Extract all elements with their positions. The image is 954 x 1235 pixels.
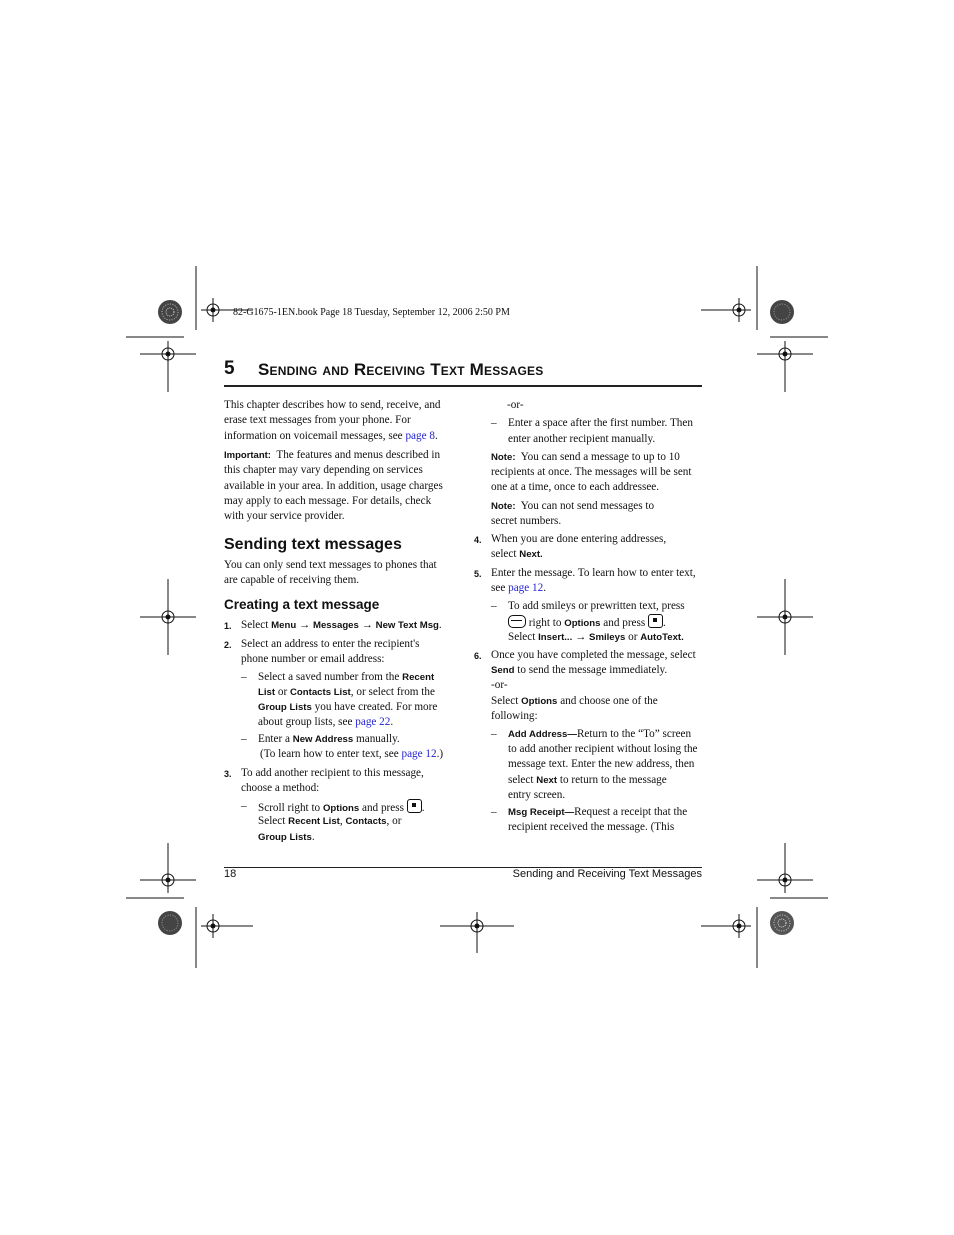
page-12-link[interactable]: page 12	[508, 582, 544, 594]
contacts-list-ref: Contacts List	[289, 687, 351, 698]
group-lists-ref: Group Lists	[258, 702, 312, 713]
step-2-line-2: phone number or email address:	[241, 653, 385, 665]
running-title: Sending and Receiving Text Messages	[512, 868, 702, 880]
arrow: →	[361, 619, 373, 631]
page-12-link[interactable]: page 12	[401, 748, 437, 760]
important-line-4: may apply to each message. For details, check	[224, 495, 432, 507]
note-1-text: You can send a message to up to 10	[520, 451, 680, 463]
list-ref: List	[258, 687, 276, 698]
next-ref: Next.	[519, 549, 543, 560]
step-2a-text: Select a saved number from the	[258, 671, 400, 683]
note-1-line-3: one at a time, once to each addressee.	[491, 481, 660, 493]
step-5a-line-1: To add smileys or prewritten text, press	[508, 600, 685, 612]
step-2b-post: manually.	[356, 733, 400, 745]
next-ref: Next	[536, 775, 558, 786]
step-5-end: .	[543, 582, 546, 594]
important-label: Important:	[224, 450, 271, 461]
step-6a-dash: –	[491, 728, 497, 740]
step-6a-line-3: message text. Enter the new address, then	[508, 758, 695, 770]
intro-end: .	[434, 430, 438, 442]
step-3-line-1: To add another recipient to this message,	[241, 767, 424, 779]
step-5-line-1: Enter the message. To learn how to enter text,	[491, 567, 696, 579]
step-3b-line-1: Enter a space after the first number. Then	[508, 417, 693, 429]
step-3a-end2: .	[311, 831, 315, 843]
step-3a-pre: Scroll right to	[258, 802, 321, 814]
step-3-line-2: choose a method:	[241, 782, 320, 794]
step-2a-dash: –	[241, 671, 247, 683]
or-text: or	[628, 631, 638, 643]
step-4-select: select	[491, 548, 517, 560]
recent-ref: Recent	[402, 672, 435, 683]
step-2b-line-2	[260, 747, 443, 763]
or-text: , or	[386, 815, 402, 827]
crop-starburst-icon	[157, 299, 183, 325]
important-line-1	[224, 448, 440, 464]
step-6-l4-end: and choose one of the	[560, 695, 658, 707]
select-text: Select	[491, 695, 519, 707]
step-5a-line-3	[508, 630, 684, 646]
smileys-ref: Smileys	[589, 632, 626, 643]
intro-line-3	[224, 429, 438, 445]
step-2a-line-4	[258, 715, 393, 731]
step-2b-end: .)	[436, 748, 444, 760]
step-2a-l4: about group lists, see	[258, 716, 353, 728]
step-2b-line-1	[258, 732, 400, 748]
note-2-line-1	[491, 499, 654, 515]
step-3b-dash: –	[491, 417, 497, 429]
menu-ref: Menu	[271, 620, 297, 631]
press-text: and press	[362, 802, 404, 814]
step-2a-end: .	[390, 716, 394, 728]
options-ref: Options	[521, 696, 558, 707]
step-6-line-2	[491, 663, 667, 679]
contacts-ref: Contacts	[345, 816, 387, 827]
chapter-number: 5	[224, 358, 235, 379]
step-3b-line-2: enter another recipient manually.	[508, 433, 656, 445]
step-5-number: 5.	[474, 569, 482, 579]
step-2b-pre: Enter a	[258, 733, 290, 745]
page-22-link[interactable]: page 22	[355, 716, 391, 728]
step-5a-end: .	[663, 617, 666, 629]
note-label: Note:	[491, 501, 516, 512]
step-6a-line-4	[508, 773, 667, 789]
select-text: Select	[258, 815, 286, 827]
step-1-text	[241, 618, 442, 634]
step-4-line-2	[491, 547, 543, 563]
step-2a-line-2	[258, 685, 435, 701]
step-2b-l2: (To learn how to enter text, see	[260, 748, 399, 760]
select-text: select	[508, 774, 534, 786]
step-2b-dash: –	[241, 733, 247, 745]
section-title: Sending text messages	[224, 536, 402, 553]
step-3a-line-3	[258, 830, 315, 846]
step-6b-dash: –	[491, 806, 497, 818]
options-ref: Options	[564, 618, 601, 629]
press-text: and press	[603, 617, 646, 629]
important-line-3: available in your area. In addition, usage charges	[224, 480, 443, 492]
step-2-line-1: Select an address to enter the recipient's	[241, 638, 420, 650]
important-text-1: The features and menus described in	[276, 449, 441, 461]
subsection-title: Creating a text message	[224, 597, 380, 612]
navigation-key-icon	[508, 615, 526, 628]
add-address-ref: Add Address—	[508, 729, 577, 740]
step-5a-line-2	[508, 614, 666, 632]
chapter-title: Sending and Receiving Text Messages	[258, 360, 544, 379]
new-text-msg-ref: New Text Msg	[375, 620, 439, 631]
important-line-5: with your service provider.	[224, 510, 345, 522]
intro-line-2: erase text messages from your phone. For	[224, 414, 411, 426]
step-6a-line-5: entry screen.	[508, 789, 566, 801]
step-6a-line-1	[508, 727, 691, 743]
step-5-line-2	[491, 581, 546, 597]
recent-list-ref: Recent List	[288, 816, 340, 827]
options-ref: Options	[322, 803, 360, 814]
select-key-icon	[407, 799, 422, 813]
step-6b-line-1	[508, 805, 687, 821]
step-5a-dash: –	[491, 600, 497, 612]
step-3a-end: .	[421, 802, 425, 814]
send-ref: Send	[491, 665, 515, 676]
autotext-ref: AutoText.	[640, 632, 684, 643]
step-3a-line-2	[258, 814, 401, 830]
step-2-number: 2.	[224, 640, 232, 650]
step-2a-l3-end: you have created. For more	[314, 701, 438, 713]
step-4-line-1: When you are done entering addresses,	[491, 533, 667, 545]
right-to-text: right to	[528, 617, 562, 629]
step-1-end: .	[438, 619, 442, 631]
msg-receipt-ref: Msg Receipt—	[508, 807, 575, 818]
note-label: Note:	[491, 452, 516, 463]
step-6a-l1: Return to the “To” screen	[576, 728, 692, 740]
step-6-or: -or-	[491, 679, 508, 691]
intro-line-3-text: information on voicemail messages, see	[224, 430, 403, 442]
note-2-text: You can not send messages to	[520, 500, 655, 512]
step-6-line-4	[491, 694, 658, 710]
step-6-line-5: following:	[491, 710, 538, 722]
step-1-pre: Select	[241, 619, 269, 631]
step-6a-line-2: to add another recipient without losing the	[508, 743, 698, 755]
section-line-2: are capable of receiving them.	[224, 574, 360, 586]
step-3a-dash: –	[241, 800, 247, 812]
step-4-number: 4.	[474, 535, 482, 545]
step-5-see: see	[491, 582, 506, 594]
step-2a-l2-end: , or select from the	[350, 686, 435, 698]
step-2a-line-3	[258, 700, 437, 716]
crop-starburst-icon	[769, 910, 795, 936]
arrow: →	[299, 619, 311, 631]
step-1-number: 1.	[224, 621, 232, 631]
messages-ref: Messages	[312, 620, 359, 631]
page-number: 18	[224, 868, 237, 880]
note-1-line-2: recipients at once. The messages will be sent	[491, 466, 692, 478]
arrow: →	[575, 631, 587, 643]
crop-starburst-icon	[769, 299, 795, 325]
new-address-ref: New Address	[292, 734, 354, 745]
chapter-rule	[224, 385, 702, 387]
select-text: Select	[508, 631, 536, 643]
step-6a-l4-post: to return to the message	[559, 774, 667, 786]
or-text: or	[277, 686, 288, 698]
or-separator: -or-	[507, 399, 524, 411]
group-lists-ref: Group Lists	[258, 832, 312, 843]
comma: ,	[339, 815, 343, 827]
note-1-line-1	[491, 450, 680, 466]
step-6-number: 6.	[474, 651, 482, 661]
select-key-icon	[648, 614, 663, 628]
book-info-line: 82-G1675-1EN.book Page 18 Tuesday, September 12, 2006 2:50 PM	[233, 307, 510, 318]
important-line-2: this chapter may vary depending on services	[224, 464, 423, 476]
step-6b-l1: Request a receipt that the	[574, 806, 688, 818]
step-2a-line-1	[258, 670, 434, 686]
step-6-line-1: Once you have completed the message, select	[491, 649, 696, 661]
note-2-line-2: secret numbers.	[491, 515, 562, 527]
insert-ref: Insert...	[538, 632, 573, 643]
intro-line-1: This chapter describes how to send, receive, and	[224, 399, 441, 411]
step-6-l2-end: to send the message immediately.	[517, 664, 668, 676]
section-line-1: You can only send text messages to phones that	[224, 559, 437, 571]
step-3-number: 3.	[224, 769, 232, 779]
crop-starburst-icon	[157, 910, 183, 936]
page-8-link[interactable]: page 8	[405, 430, 435, 442]
step-6b-line-2: recipient received the message. (This	[508, 821, 675, 833]
